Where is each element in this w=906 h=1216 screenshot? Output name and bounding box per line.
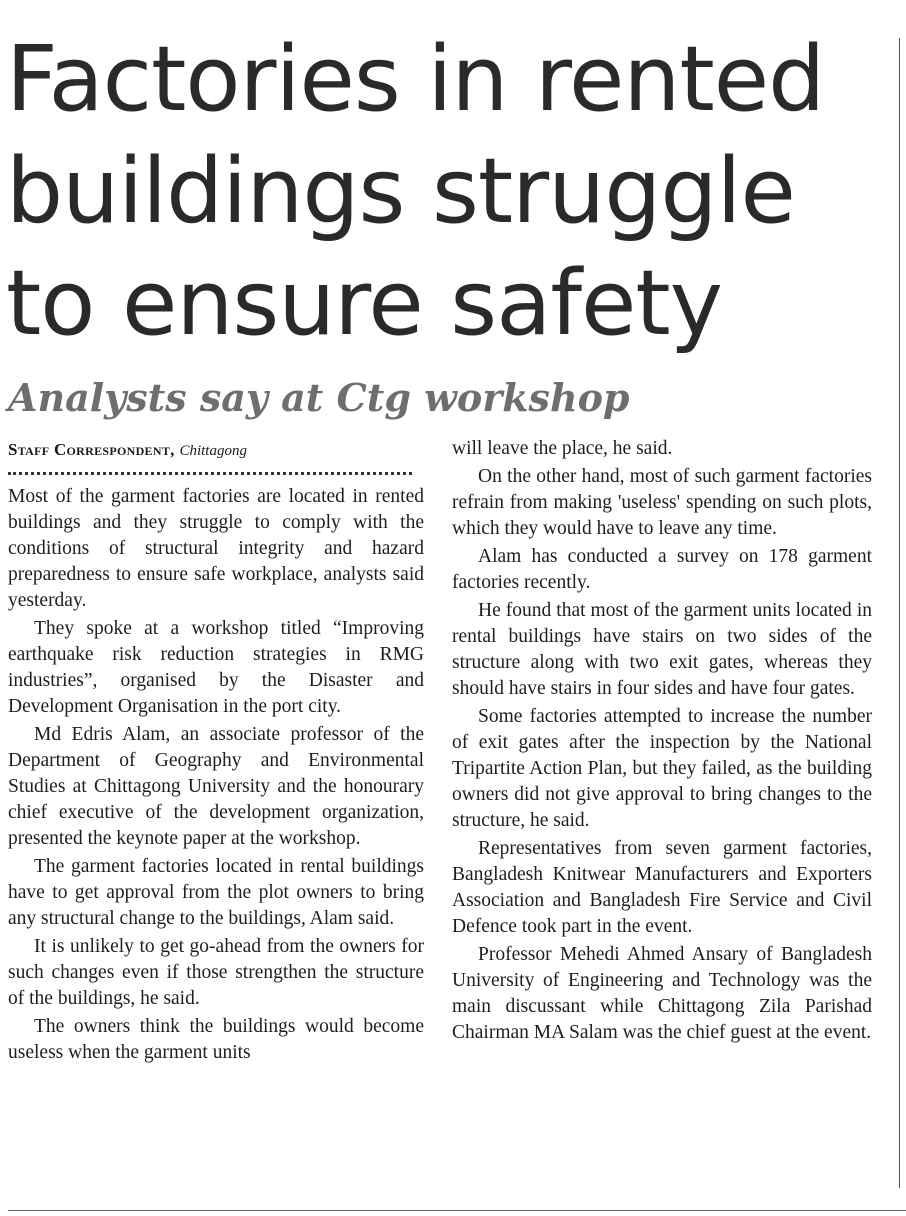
headline-line: buildings struggle [6,139,795,244]
paragraph: It is unlikely to get go-ahead from the owners for such changes even if those strengthen the structure of the buildings, he said. [8,936,424,1009]
paragraph: Md Edris Alam, an associate professor of the Department of Geography and Environmental Studies at Chittagong University and the honourary chief executive of the development organization, presented the keynote paper at the workshop. [8,724,424,849]
paragraph: They spoke at a workshop titled “Improving earthquake risk reduction strategies in RMG industries”, organised by the Disaster and Development Organisation in the port city. [8,618,424,717]
byline-location: Chittagong [179,443,247,459]
article-column-2 [452,436,872,1048]
headline-line: Factories in rented [6,27,825,132]
paragraph: Some factories attempted to increase the number of exit gates after the inspection by the National Tripartite Action Plan, but they failed, as the building owners did not give approval to bring changes to the structure, he said. [452,706,872,831]
article-column-1 [8,484,424,1068]
paragraph: On the other hand, most of such garment factories refrain from making 'useless' spending on such plots, which they would have to leave any time. [452,466,872,539]
column-rule [899,38,900,1188]
paragraph: Most of the garment factories are located in rented buildings and they struggle to comply with the conditions of structural integrity and hazard preparedness to ensure safe workplace, analysts said yesterday. [8,486,424,611]
paragraph: The owners think the buildings would become useless when the garment units [8,1016,424,1063]
paragraph: Professor Mehedi Ahmed Ansary of Bangladesh University of Engineering and Technology was the main discussant while Chittagong Zila Parishad Chairman MA Salam was the chief guest at the event. [452,944,872,1043]
headline-line: to ensure safety [6,251,722,356]
headline [6,24,886,360]
subheadline: Analysts say at Ctg workshop [8,375,630,420]
paragraph: Representatives from seven garment factories, Bangladesh Knitwear Manufacturers and Exporters Association and Bangladesh Fire Service and Civil Defence took part in the event. [452,838,872,937]
byline [8,440,418,461]
paragraph-continuation: will leave the place, he said. [452,438,673,459]
paragraph: Alam has conducted a survey on 178 garment factories recently. [452,546,872,593]
paragraph: He found that most of the garment units located in rental buildings have stairs on two sides of the structure along with two exit gates, whereas they should have stairs in four sides and have four gates. [452,600,872,699]
dotted-divider [8,472,412,475]
paragraph: The garment factories located in rental buildings have to get approval from the plot owners to bring any structural change to the buildings, Alam said. [8,856,424,929]
bottom-rule [8,1210,906,1211]
byline-author: Staff Correspondent, [8,440,175,459]
